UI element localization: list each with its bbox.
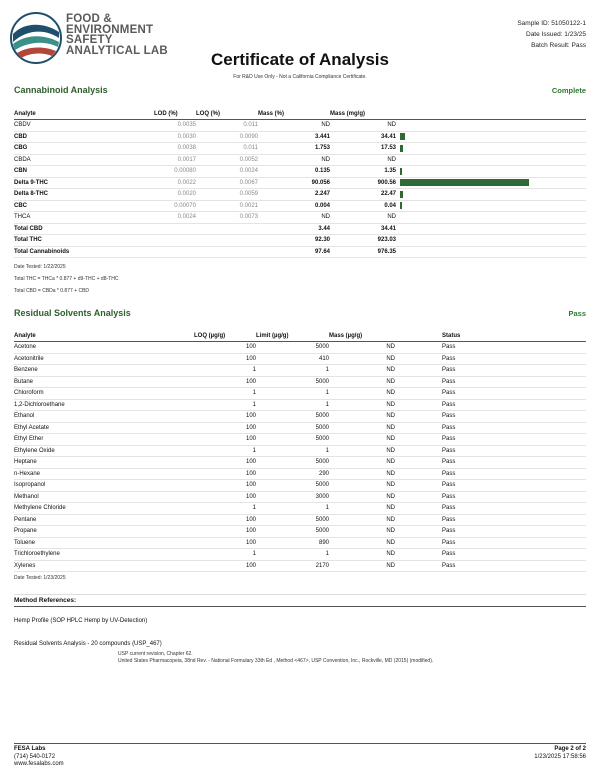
cell-limit: 1 — [256, 549, 329, 561]
total-row — [14, 235, 586, 247]
cell-lod: 0.00070 — [154, 200, 196, 212]
cell-mass-mg: 34.41 — [330, 131, 396, 143]
cell-mass-pct: ND — [258, 120, 330, 132]
cell-limit: 2170 — [256, 560, 329, 572]
cell-status: Pass — [395, 434, 496, 446]
cell-empty — [154, 246, 196, 258]
col-status: Status — [395, 330, 496, 342]
cell-spacer — [496, 376, 586, 388]
cell-mass: ND — [329, 480, 395, 492]
cell-spacer — [496, 399, 586, 411]
cell-loq: 0.0059 — [196, 189, 258, 201]
cell-loq: 0.0067 — [196, 177, 258, 189]
cell-total-mass-pct: 92.30 — [258, 235, 330, 247]
col-mass-pct: Mass (%) — [258, 108, 330, 120]
cell-bar — [396, 143, 586, 155]
cell-empty — [196, 235, 258, 247]
cell-spacer — [496, 411, 586, 423]
cell-lod: 0.0038 — [154, 143, 196, 155]
cell-loq: 100 — [194, 514, 256, 526]
table-row — [14, 514, 586, 526]
col-spacer — [496, 330, 586, 342]
cell-limit: 1 — [256, 445, 329, 457]
mass-bar — [400, 202, 402, 209]
cell-mass-pct: 90.056 — [258, 177, 330, 189]
col-mass-mg: Mass (mg/g) — [330, 108, 396, 120]
cell-analyte: Chloroform — [14, 388, 194, 400]
table-row — [14, 189, 586, 201]
date-issued: Date Issued: 1/23/25 — [526, 31, 586, 38]
cell-limit: 1 — [256, 365, 329, 377]
footer-phone: (714) 540-0172 — [14, 753, 56, 760]
table-row — [14, 353, 586, 365]
mass-bar — [400, 168, 402, 175]
cell-loq: 100 — [194, 537, 256, 549]
cell-status: Pass — [395, 480, 496, 492]
table-row — [14, 445, 586, 457]
cell-lod: 0.00080 — [154, 166, 196, 178]
col-lod: LOD (%) — [154, 108, 196, 120]
cell-loq: 100 — [194, 342, 256, 354]
cell-mass-pct: 0.004 — [258, 200, 330, 212]
cell-loq: 100 — [194, 422, 256, 434]
cell-loq: 1 — [194, 365, 256, 377]
cell-spacer — [496, 457, 586, 469]
cell-limit: 5000 — [256, 411, 329, 423]
table-row — [14, 131, 586, 143]
cell-analyte: Trichloroethylene — [14, 549, 194, 561]
cell-loq: 100 — [194, 376, 256, 388]
cell-analyte: CBD — [14, 131, 154, 143]
col-analyte: Analyte — [14, 330, 194, 342]
table-header-row — [14, 108, 586, 120]
cell-status: Pass — [395, 526, 496, 538]
cell-lod: 0.0035 — [154, 120, 196, 132]
total-thc-formula: Total THC = THCa * 0.877 + d9-THC + d8-THC — [14, 276, 119, 282]
cell-mass: ND — [329, 537, 395, 549]
cell-loq: 100 — [194, 526, 256, 538]
table-row — [14, 468, 586, 480]
table-row — [14, 503, 586, 515]
cell-loq: 1 — [194, 399, 256, 411]
cell-status: Pass — [395, 365, 496, 377]
cell-analyte: Butane — [14, 376, 194, 388]
col-limit: Limit (µg/g) — [256, 330, 329, 342]
cell-mass: ND — [329, 503, 395, 515]
cell-lod: 0.0022 — [154, 177, 196, 189]
cell-limit: 3000 — [256, 491, 329, 503]
table-row — [14, 491, 586, 503]
cell-analyte: CBDV — [14, 120, 154, 132]
method-solvents-ref2: United States Pharmacopeia, 38nd Rev. - National Formulary 33th Ed , Method <467>, USP Convention, Inc., Rockville, MD (2015) (modified). — [118, 658, 434, 664]
cell-spacer — [496, 560, 586, 572]
col-analyte: Analyte — [14, 108, 154, 120]
cell-lod: 0.0017 — [154, 154, 196, 166]
cell-loq: 100 — [194, 491, 256, 503]
cell-analyte: CBG — [14, 143, 154, 155]
cell-analyte: Heptane — [14, 457, 194, 469]
cell-limit: 5000 — [256, 526, 329, 538]
table-row — [14, 388, 586, 400]
cell-status: Pass — [395, 560, 496, 572]
cell-limit: 290 — [256, 468, 329, 480]
table-row — [14, 549, 586, 561]
cell-mass-mg: 900.56 — [330, 177, 396, 189]
table-row — [14, 177, 586, 189]
cell-limit: 410 — [256, 353, 329, 365]
cell-spacer — [496, 491, 586, 503]
cell-bar — [396, 212, 586, 224]
cell-status: Pass — [395, 503, 496, 515]
solvents-table — [14, 330, 586, 572]
compliance-note: For R&D Use Only - Not a California Compliance Certificate. — [233, 74, 367, 80]
method-solvents-ref1: USP current revision, Chapter 62. — [118, 651, 193, 657]
table-row — [14, 457, 586, 469]
cell-empty — [154, 223, 196, 235]
divider — [14, 606, 586, 607]
cell-loq: 1 — [194, 445, 256, 457]
cell-spacer — [496, 342, 586, 354]
cell-mass-mg: 0.04 — [330, 200, 396, 212]
cell-total-label: Total THC — [14, 235, 154, 247]
cell-mass-mg: 22.47 — [330, 189, 396, 201]
table-row — [14, 376, 586, 388]
cell-status: Pass — [395, 468, 496, 480]
cell-status: Pass — [395, 388, 496, 400]
cell-total-mass-pct: 3.44 — [258, 223, 330, 235]
table-row — [14, 399, 586, 411]
cell-bar — [396, 120, 586, 132]
divider — [14, 594, 586, 595]
cell-status: Pass — [395, 549, 496, 561]
table-row — [14, 526, 586, 538]
brand-name: FOOD & ENVIRONMENT SAFETY ANALYTICAL LAB — [66, 13, 168, 57]
cell-mass-pct: 1.753 — [258, 143, 330, 155]
footer-page-info — [534, 746, 586, 761]
cell-mass: ND — [329, 514, 395, 526]
cell-bar — [396, 200, 586, 212]
cell-loq: 100 — [194, 560, 256, 572]
cell-mass: ND — [329, 342, 395, 354]
cell-bar — [396, 189, 586, 201]
cell-mass-pct: ND — [258, 212, 330, 224]
cell-limit: 5000 — [256, 422, 329, 434]
cell-mass: ND — [329, 445, 395, 457]
cell-bar — [396, 154, 586, 166]
method-solvents: Residual Solvents Analysis - 20 compounds (USP_467) — [14, 641, 162, 647]
cell-spacer — [496, 549, 586, 561]
cell-spacer — [496, 526, 586, 538]
cell-limit: 890 — [256, 537, 329, 549]
cell-analyte: Propane — [14, 526, 194, 538]
cell-analyte: Pentane — [14, 514, 194, 526]
cell-loq: 0.011 — [196, 143, 258, 155]
cell-spacer — [496, 480, 586, 492]
cell-empty — [396, 235, 586, 247]
cell-mass-pct: ND — [258, 154, 330, 166]
cell-empty — [396, 223, 586, 235]
cell-limit: 5000 — [256, 434, 329, 446]
cell-status: Pass — [395, 422, 496, 434]
cell-mass-pct: 0.135 — [258, 166, 330, 178]
table-row — [14, 212, 586, 224]
cell-mass: ND — [329, 422, 395, 434]
footer-contact — [14, 746, 64, 769]
cell-spacer — [496, 537, 586, 549]
cell-analyte: CBN — [14, 166, 154, 178]
cell-lod: 0.0024 — [154, 212, 196, 224]
cell-status: Pass — [395, 537, 496, 549]
cannabinoid-date-tested: Date Tested: 1/22/2025 — [14, 264, 66, 270]
cell-status: Pass — [395, 491, 496, 503]
mass-bar — [400, 145, 403, 152]
cell-mass-mg: ND — [330, 120, 396, 132]
sample-meta — [517, 18, 586, 51]
cell-loq: 1 — [194, 503, 256, 515]
cell-loq: 100 — [194, 468, 256, 480]
cell-analyte: Methylene Chloride — [14, 503, 194, 515]
cell-spacer — [496, 353, 586, 365]
total-row — [14, 223, 586, 235]
cell-mass-pct: 3.441 — [258, 131, 330, 143]
cell-empty — [196, 246, 258, 258]
cell-mass: ND — [329, 411, 395, 423]
cell-loq: 0.0073 — [196, 212, 258, 224]
page-number: Page 2 of 2 — [554, 746, 586, 752]
cell-mass: ND — [329, 526, 395, 538]
col-mass: Mass (µg/g) — [329, 330, 395, 342]
method-references-title: Method References: — [14, 597, 77, 604]
mass-bar — [400, 191, 403, 198]
cell-lod: 0.0020 — [154, 189, 196, 201]
cell-loq: 0.011 — [196, 120, 258, 132]
cell-spacer — [496, 434, 586, 446]
cell-limit: 5000 — [256, 514, 329, 526]
cell-status: Pass — [395, 399, 496, 411]
total-row — [14, 246, 586, 258]
mass-bar — [400, 133, 405, 140]
cell-total-mass-mg: 34.41 — [330, 223, 396, 235]
cell-analyte: Acetone — [14, 342, 194, 354]
solvents-status: Pass — [568, 309, 586, 318]
cell-total-label: Total CBD — [14, 223, 154, 235]
cell-mass: ND — [329, 388, 395, 400]
cell-limit: 1 — [256, 388, 329, 400]
col-bar — [396, 108, 586, 120]
cell-loq: 0.0024 — [196, 166, 258, 178]
cell-limit: 5000 — [256, 480, 329, 492]
table-row — [14, 434, 586, 446]
cell-analyte: Acetonitrile — [14, 353, 194, 365]
cannabinoid-section-title: Cannabinoid Analysis — [14, 85, 108, 95]
table-row — [14, 365, 586, 377]
cell-spacer — [496, 422, 586, 434]
cell-analyte: CBDA — [14, 154, 154, 166]
cell-loq: 0.0090 — [196, 131, 258, 143]
cell-total-mass-pct: 97.64 — [258, 246, 330, 258]
cannabinoid-status: Complete — [551, 86, 586, 95]
table-row — [14, 166, 586, 178]
cell-mass: ND — [329, 399, 395, 411]
cell-loq: 100 — [194, 457, 256, 469]
cell-loq: 1 — [194, 549, 256, 561]
footer-website[interactable]: www.fesalabs.com — [14, 761, 64, 767]
cell-loq: 100 — [194, 353, 256, 365]
cell-analyte: Methanol — [14, 491, 194, 503]
footer-timestamp: 1/23/2025 17:58:56 — [534, 753, 586, 760]
footer-company: FESA Labs — [14, 746, 46, 752]
cell-loq: 1 — [194, 388, 256, 400]
cell-bar — [396, 131, 586, 143]
col-loq: LOQ (%) — [196, 108, 258, 120]
cell-status: Pass — [395, 353, 496, 365]
table-row — [14, 537, 586, 549]
cell-analyte: Ethyl Ether — [14, 434, 194, 446]
cell-empty — [154, 235, 196, 247]
footer-divider — [14, 743, 586, 744]
cell-analyte: Isopropanol — [14, 480, 194, 492]
cell-total-mass-mg: 976.35 — [330, 246, 396, 258]
sample-id: Sample ID: 51050122-1 — [517, 20, 586, 27]
cell-status: Pass — [395, 457, 496, 469]
mass-bar — [400, 179, 529, 186]
cell-loq: 100 — [194, 480, 256, 492]
cell-mass: ND — [329, 560, 395, 572]
cell-limit: 5000 — [256, 376, 329, 388]
cell-loq: 0.0052 — [196, 154, 258, 166]
cell-loq: 100 — [194, 434, 256, 446]
cell-mass: ND — [329, 376, 395, 388]
cell-status: Pass — [395, 411, 496, 423]
cell-mass-pct: 2.247 — [258, 189, 330, 201]
cell-status: Pass — [395, 376, 496, 388]
cell-limit: 1 — [256, 503, 329, 515]
cell-status: Pass — [395, 342, 496, 354]
cell-spacer — [496, 468, 586, 480]
cell-spacer — [496, 445, 586, 457]
cell-analyte: Benzene — [14, 365, 194, 377]
cell-analyte: Ethyl Acetate — [14, 422, 194, 434]
cell-mass: ND — [329, 549, 395, 561]
table-row — [14, 480, 586, 492]
cell-mass: ND — [329, 353, 395, 365]
cell-mass: ND — [329, 491, 395, 503]
table-row — [14, 560, 586, 572]
cannabinoid-table — [14, 108, 586, 258]
total-cbd-formula: Total CBD = CBDa * 0.877 + CBD — [14, 288, 90, 294]
cell-total-mass-mg: 923.03 — [330, 235, 396, 247]
cell-total-label: Total Cannabinoids — [14, 246, 154, 258]
cell-status: Pass — [395, 445, 496, 457]
cell-empty — [396, 246, 586, 258]
cell-analyte: Toluene — [14, 537, 194, 549]
cell-spacer — [496, 388, 586, 400]
cell-limit: 5000 — [256, 457, 329, 469]
cell-mass-mg: ND — [330, 154, 396, 166]
cell-spacer — [496, 365, 586, 377]
cell-lod: 0.0030 — [154, 131, 196, 143]
cell-mass: ND — [329, 468, 395, 480]
cell-mass: ND — [329, 434, 395, 446]
cell-analyte: Xylenes — [14, 560, 194, 572]
cell-analyte: n-Hexane — [14, 468, 194, 480]
cell-limit: 5000 — [256, 342, 329, 354]
cell-analyte: Ethanol — [14, 411, 194, 423]
cell-loq: 0.0021 — [196, 200, 258, 212]
table-header-row — [14, 330, 586, 342]
cell-bar — [396, 177, 586, 189]
cell-limit: 1 — [256, 399, 329, 411]
cell-mass: ND — [329, 365, 395, 377]
cell-analyte: Delta 8-THC — [14, 189, 154, 201]
table-row — [14, 411, 586, 423]
solvents-section-title: Residual Solvents Analysis — [14, 308, 131, 318]
table-row — [14, 200, 586, 212]
cell-spacer — [496, 503, 586, 515]
cell-empty — [196, 223, 258, 235]
cell-analyte: Ethylene Oxide — [14, 445, 194, 457]
cell-loq: 100 — [194, 411, 256, 423]
table-row — [14, 342, 586, 354]
method-hemp: Hemp Profile (SOP HPLC Hemp by UV-Detection) — [14, 618, 148, 624]
cell-mass: ND — [329, 457, 395, 469]
page-title: Certificate of Analysis — [211, 50, 389, 69]
table-row — [14, 154, 586, 166]
table-row — [14, 422, 586, 434]
table-row — [14, 143, 586, 155]
cell-spacer — [496, 514, 586, 526]
cell-mass-mg: 1.35 — [330, 166, 396, 178]
cell-bar — [396, 166, 586, 178]
cell-analyte: THCA — [14, 212, 154, 224]
solvents-date-tested: Date Tested: 1/23/2025 — [14, 575, 66, 581]
col-loq: LOQ (µg/g) — [194, 330, 256, 342]
batch-result: Batch Result: Pass — [531, 42, 586, 49]
cell-status: Pass — [395, 514, 496, 526]
table-row — [14, 120, 586, 132]
cell-analyte: Delta 9-THC — [14, 177, 154, 189]
cell-mass-mg: 17.53 — [330, 143, 396, 155]
cell-analyte: CBC — [14, 200, 154, 212]
cell-mass-mg: ND — [330, 212, 396, 224]
cell-analyte: 1,2-Dichloroethane — [14, 399, 194, 411]
